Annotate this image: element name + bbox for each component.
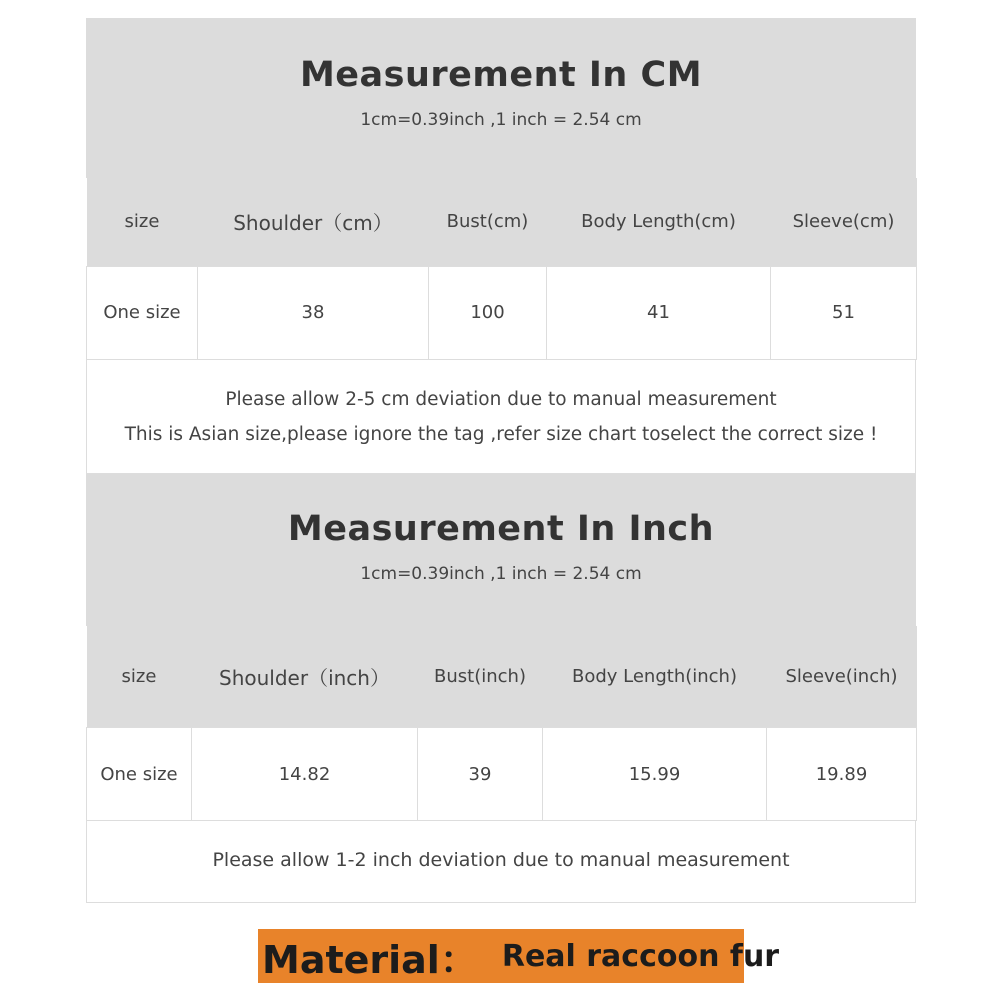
inch-cell-size: One size [87,728,192,821]
table-row [87,728,917,821]
inch-cell-bust: 39 [418,728,543,821]
cm-col-bust: Bust(cm) [429,178,547,266]
inch-col-sleeve: Sleeve(inch) [767,626,917,728]
cm-col-sleeve: Sleeve(cm) [771,178,917,266]
size-chart [86,18,916,903]
material-label: Material： [262,937,478,982]
cm-note-deviation: Please allow 2-5 cm deviation due to manual measurement [225,388,777,410]
inch-title: Measurement In Inch [287,508,715,549]
cm-col-shoulder: Shoulder（cm） [198,178,429,266]
cm-header-row [87,178,917,266]
cm-title: Measurement In CM [299,55,703,95]
material-value: Real raccoon fur [501,938,780,974]
cm-note-asian-size: This is Asian size,please ignore the tag ,refer size chart toselect the correct size ! [124,423,878,445]
cm-cell-size: One size [87,266,198,359]
inch-col-body-length: Body Length(inch) [543,626,767,728]
cm-notes [86,360,916,474]
inch-conversion: 1cm=0.39inch ,1 inch = 2.54 cm [360,563,642,584]
inch-table [86,626,917,822]
cm-cell-bust: 100 [429,266,547,359]
material-banner [258,929,780,983]
cm-conversion: 1cm=0.39inch ,1 inch = 2.54 cm [360,110,642,130]
inch-header-block [86,474,916,626]
cm-header-block [86,18,916,178]
table-row [87,266,917,359]
cm-cell-sleeve: 51 [771,266,917,359]
inch-col-size: size [87,626,192,728]
inch-cell-sleeve: 19.89 [767,728,917,821]
inch-col-shoulder: Shoulder（inch） [192,626,418,728]
cm-col-size: size [87,178,198,266]
inch-header-row [87,626,917,728]
inch-cell-body-length: 15.99 [543,728,767,821]
inch-note-deviation: Please allow 1-2 inch deviation due to manual measurement [212,849,790,871]
cm-table [86,178,917,360]
cm-cell-shoulder: 38 [198,266,429,359]
inch-col-bust: Bust(inch) [418,626,543,728]
cm-cell-body-length: 41 [547,266,771,359]
inch-cell-shoulder: 14.82 [192,728,418,821]
cm-col-body-length: Body Length(cm) [547,178,771,266]
inch-notes [86,821,916,903]
